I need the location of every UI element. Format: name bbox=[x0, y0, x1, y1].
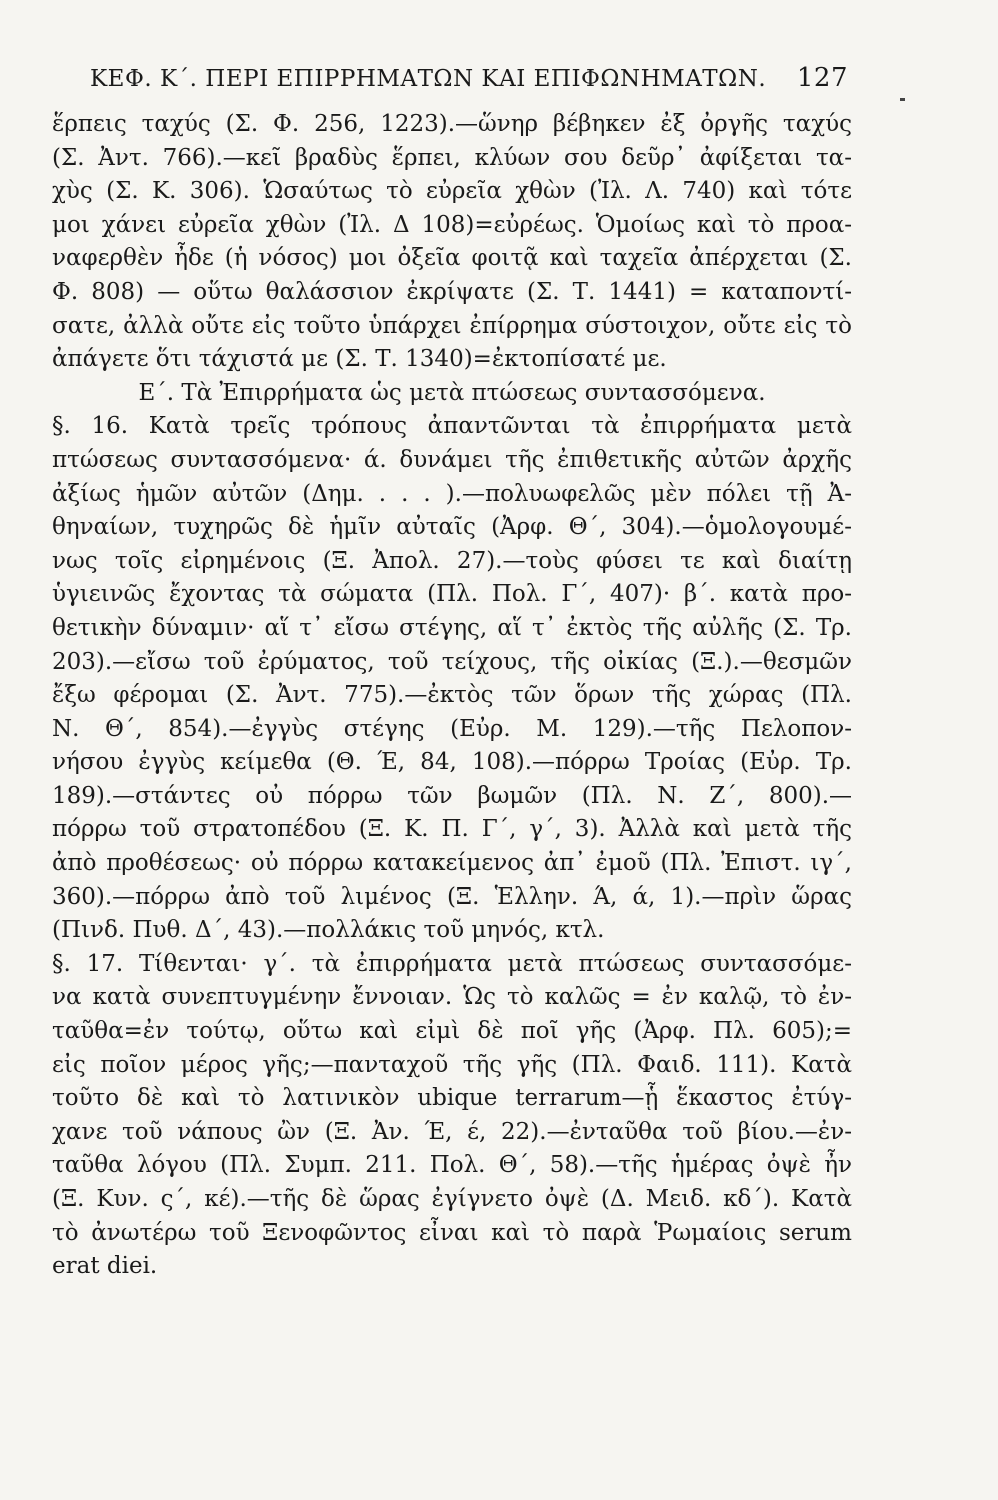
text-line: τὸ ἀνωτέρω τοῦ Ξενοφῶντος εἶναι καὶ τὸ παρὰ Ῥωμαίοις serum bbox=[52, 1219, 852, 1246]
text-line: νως τοῖς εἰρημένοις (Ξ. Ἀπολ. 27).—τοὺς φύσει τε καὶ διαίτῃ bbox=[52, 547, 852, 574]
text-line: σατε, ἀλλὰ οὔτε εἰς τοῦτο ὑπάρχει ἐπίρρημα σύστοιχον, οὔτε εἰς τὸ bbox=[52, 312, 852, 339]
text-line: χὺς (Σ. Κ. 306). Ὡσαύτως τὸ εὐρεῖα χθὼν (Ἰλ. Λ. 740) καὶ τότε bbox=[52, 178, 852, 205]
text-line: ταῦθα λόγου (Πλ. Συμπ. 211. Πολ. Θ΄, 58).—τῆς ἡμέρας ὀψὲ ἦν bbox=[52, 1152, 852, 1179]
text-line: §. 16. Κατὰ τρεῖς τρόπους ἀπαντῶνται τὰ ἐπιρρήματα μετὰ bbox=[52, 413, 852, 440]
text-line: (Πινδ. Πυθ. Δ΄, 43).—πολλάκις τοῦ μηνός, κτλ. bbox=[52, 917, 605, 944]
page-number: 127 bbox=[796, 63, 848, 93]
running-header bbox=[90, 63, 848, 93]
text-line: νήσου ἐγγὺς κείμεθα (Θ. Έ, 84, 108).—πόρρω Τροίας (Εὐρ. Τρ. bbox=[52, 749, 852, 776]
text-line: Φ. 808) — οὕτω θαλάσσιον ἐκρίψατε (Σ. Τ. 1441) = καταποντί- bbox=[52, 278, 852, 305]
margin-mark bbox=[900, 98, 905, 101]
text-line: ἀπὸ προθέσεως· οὐ πόρρω κατακείμενος ἀπ᾽ ἐμοῦ (Πλ. Ἐπιστ. ιγ΄, bbox=[52, 850, 852, 877]
text-line: 189).—στάντες οὐ πόρρω τῶν βωμῶν (Πλ. Ν. Ζ΄, 800).— bbox=[52, 782, 852, 809]
text-line: μοι χάνει εὐρεῖα χθὼν (Ἰλ. Δ 108)=εὐρέως. Ὁμοίως καὶ τὸ προα- bbox=[52, 211, 852, 238]
text-line: θετικὴν δύναμιν· αἵ τ᾽ εἴσω στέγης, αἵ τ᾽ ἐκτὸς τῆς αὐλῆς (Σ. Τρ. bbox=[52, 614, 852, 641]
text-line: εἰς ποῖον μέρος γῆς;—πανταχοῦ τῆς γῆς (Πλ. Φαιδ. 111). Κατὰ bbox=[52, 1051, 852, 1078]
text-line: πτώσεως συντασσόμενα· ά. δυνάμει τῆς ἐπιθετικῆς αὐτῶν ἀρχῆς bbox=[52, 446, 852, 473]
text-line: (Ξ. Κυν. ς΄, κέ).—τῆς δὲ ὥρας ἐγίγνετο ὀψὲ (Δ. Μειδ. κδ΄). Κατὰ bbox=[52, 1186, 852, 1212]
text-line: (Σ. Ἀντ. 766).—κεῖ βραδὺς ἕρπει, κλύων σου δεῦρ᾽ ἀφίξεται τα- bbox=[52, 144, 852, 171]
text-line: §. 17. Τίθενται· γ΄. τὰ ἐπιρρήματα μετὰ πτώσεως συντασσόμε- bbox=[52, 950, 852, 977]
text-line: 360).—πόρρω ἀπὸ τοῦ λιμένος (Ξ. Ἑλλην. Ά, ά, 1).—πρὶν ὥρας bbox=[52, 883, 852, 910]
text-line: 203).—εἴσω τοῦ ἐρύματος, τοῦ τείχους, τῆς οἰκίας (Ξ.).—θεσμῶν bbox=[52, 648, 852, 675]
text-line: να κατὰ συνεπτυγμένην ἔννοιαν. Ὡς τὸ καλῶς = ἐν καλῷ, τὸ ἐν- bbox=[52, 984, 852, 1011]
text-line: ταῦθα=ἐν τούτῳ, οὕτω καὶ εἰμὶ δὲ ποῖ γῆς (Ἀρφ. Πλ. 605);= bbox=[52, 1018, 852, 1045]
text-line: ἀπάγετε ὅτι τάχιστά με (Σ. Τ. 1340)=ἐκτοπίσατέ με. bbox=[52, 346, 667, 373]
text-line: ἔξω φέρομαι (Σ. Ἀντ. 775).—ἐκτὸς τῶν ὅρων τῆς χώρας (Πλ. bbox=[52, 682, 852, 709]
text-line: θηναίων, τυχηρῶς δὲ ἡμῖν αὐταῖς (Ἀρφ. Θ΄, 304).—ὁμολογουμέ- bbox=[52, 514, 852, 541]
text-line: τοῦτο δὲ καὶ τὸ λατινικὸν ubique terrarum—ᾗ ἕκαστος ἐτύγ- bbox=[52, 1085, 852, 1112]
text-line: ἀξίως ἡμῶν αὐτῶν (Δημ. . . . ).—πολυωφελῶς μὲν πόλει τῇ Ἀ- bbox=[52, 480, 852, 507]
text-line: πόρρω τοῦ στρατοπέδου (Ξ. Κ. Π. Γ΄, γ΄, 3). Ἀλλὰ καὶ μετὰ τῆς bbox=[52, 816, 852, 843]
section-heading: Ε΄. Τὰ Ἐπιρρήματα ὡς μετὰ πτώσεως συντασσόμενα. bbox=[138, 379, 766, 406]
text-line: Ν. Θ΄, 854).—ἐγγὺς στέγης (Εὐρ. Μ. 129).—τῆς Πελοπον- bbox=[52, 715, 852, 742]
page-body bbox=[52, 108, 852, 1284]
text-line: ὑγιεινῶς ἔχοντας τὰ σώματα (Πλ. Πολ. Γ΄, 407)· β΄. κατὰ προ- bbox=[52, 581, 852, 608]
text-line: ναφερθὲν ἦδε (ἡ νόσος) μοι ὀξεῖα φοιτᾷ καὶ ταχεῖα ἀπέρχεται (Σ. bbox=[52, 245, 852, 272]
text-line: erat diei. bbox=[52, 1253, 158, 1280]
text-line: χανε τοῦ νάπους ὢν (Ξ. Ἀν. Έ, έ, 22).—ἐνταῦθα τοῦ βίου.—ἐν- bbox=[52, 1118, 852, 1145]
running-head-title: ΚΕΦ. Κ΄. ΠΕΡΙ ΕΠΙΡΡΗΜΑΤΩΝ ΚΑΙ ΕΠΙΦΩΝΗΜΑΤΩΝ. bbox=[90, 66, 767, 92]
text-line: ἕρπεις ταχύς (Σ. Φ. 256, 1223).—ὥνηρ βέβηκεν ἐξ ὀργῆς ταχύς bbox=[52, 111, 852, 137]
